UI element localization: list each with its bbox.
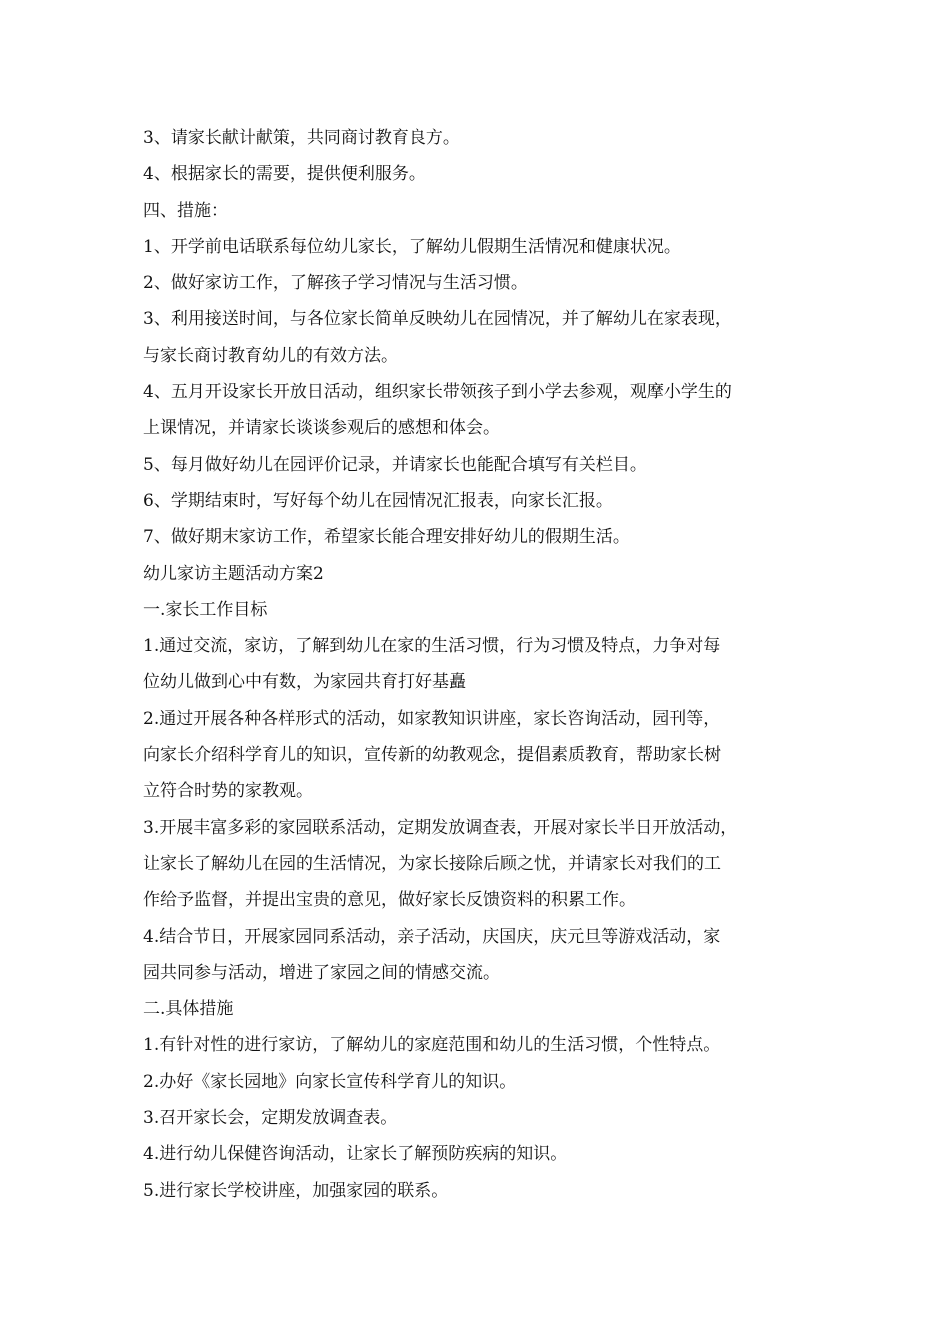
text-line: 3.召开家长会，定期发放调查表。	[143, 1108, 398, 1129]
text-line: 位幼儿做到心中有数，为家园共育打好基矗	[143, 672, 466, 693]
text-line: 3、利用接送时间，与各位家长简单反映幼儿在园情况，并了解幼儿在家表现，	[143, 309, 732, 330]
text-line: 5.进行家长学校讲座，加强家园的联系。	[143, 1180, 449, 1201]
section-heading: 一.家长工作目标	[143, 599, 268, 620]
text-line: 2.办好《家长园地》向家长宣传科学育儿的知识。	[143, 1071, 517, 1092]
text-line: 5、每月做好幼儿在园评价记录，并请家长也能配合填写有关栏目。	[143, 454, 647, 475]
text-line: 3.开展丰富多彩的家园联系活动，定期发放调查表，开展对家长半日开放活动，	[143, 817, 738, 838]
text-line: 作给予监督，并提出宝贵的意见，做好家长反馈资料的积累工作。	[143, 890, 636, 911]
text-line: 4.结合节日，开展家园同系活动，亲子活动，庆国庆，庆元旦等游戏活动，家	[143, 926, 721, 947]
section-heading: 二.具体措施	[143, 999, 234, 1020]
text-line: 向家长介绍科学育儿的知识，宣传新的幼教观念，提倡素质教育，帮助家长树	[143, 745, 721, 766]
text-line: 2.通过开展各种各样形式的活动，如家教知识讲座，家长咨询活动，园刊等，	[143, 708, 721, 729]
text-line: 3、请家长献计献策，共同商讨教育良方。	[143, 128, 460, 148]
text-line: 4、五月开设家长开放日活动，组织家长带领孩子到小学去参观，观摩小学生的	[143, 382, 732, 403]
text-line: 2、做好家访工作，了解孩子学习情况与生活习惯。	[143, 273, 528, 294]
text-line: 6、学期结束时，写好每个幼儿在园情况汇报表，向家长汇报。	[143, 490, 613, 511]
section-heading: 四、措施：	[143, 200, 228, 221]
text-line: 园共同参与活动，增进了家园之间的情感交流。	[143, 962, 500, 983]
text-line: 与家长商讨教育幼儿的有效方法。	[143, 345, 398, 366]
text-line: 4.进行幼儿保健咨询活动，让家长了解预防疾病的知识。	[143, 1144, 568, 1165]
text-line: 1.有针对性的进行家访，了解幼儿的家庭范围和幼儿的生活习惯，个性特点。	[143, 1035, 721, 1056]
text-line: 1.通过交流，家访，了解到幼儿在家的生活习惯，行为习惯及特点，力争对每	[143, 636, 721, 657]
text-line: 4、根据家长的需要，提供便利服务。	[143, 164, 426, 185]
document-body	[143, 120, 823, 1209]
text-line: 让家长了解幼儿在园的生活情况，为家长接除后顾之忧，并请家长对我们的工	[143, 853, 721, 874]
text-line: 上课情况，并请家长谈谈参观后的感想和体会。	[143, 418, 500, 439]
text-line: 立符合时势的家教观。	[143, 781, 313, 802]
text-line: 1、开学前电话联系每位幼儿家长，了解幼儿假期生活情况和健康状况。	[143, 236, 681, 257]
text-line: 7、做好期末家访工作，希望家长能合理安排好幼儿的假期生活。	[143, 527, 630, 548]
document-title: 幼儿家访主题活动方案2	[143, 563, 324, 584]
